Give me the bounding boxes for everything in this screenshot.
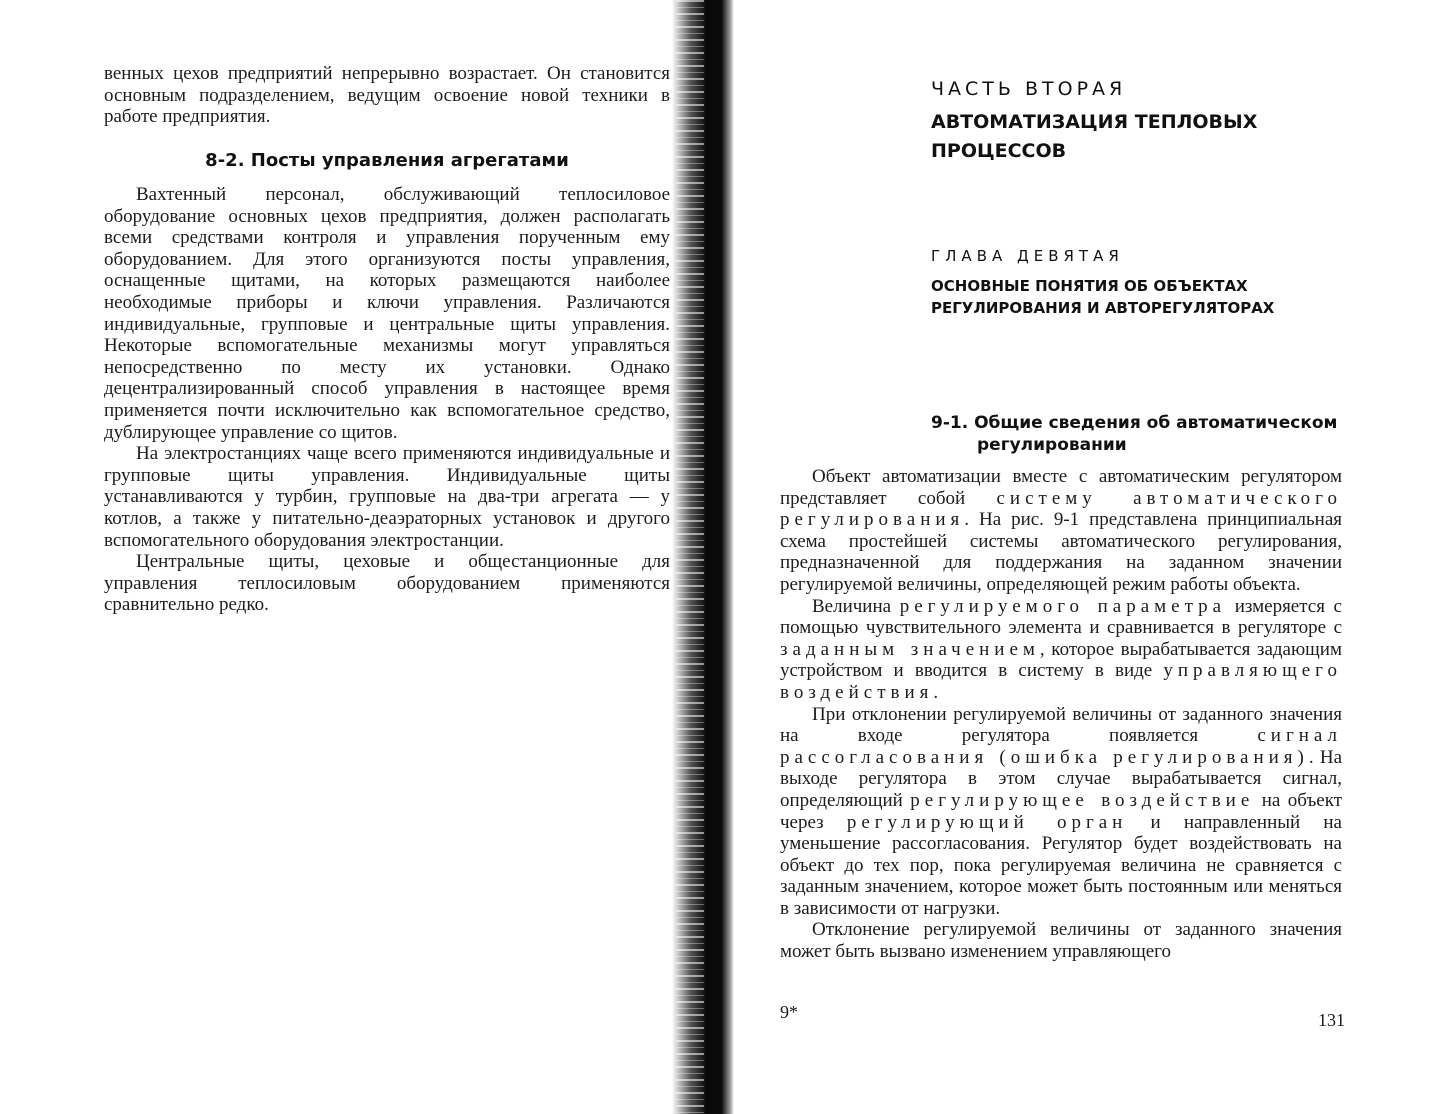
right-p2-spaced-term-2: заданным значением (780, 638, 1040, 660)
right-p2-text-a: Величина (812, 595, 900, 617)
section-title-line2: регулировании (977, 435, 1127, 455)
right-body-block (780, 466, 1342, 963)
chapter-title: ОСНОВНЫЕ ПОНЯТИЯ ОБ ОБЪЕКТАХ РЕГУЛИРОВАНИЯ И АВТОРЕГУЛЯТОРАХ (931, 277, 1275, 317)
right-p3-text-c: на объект через (780, 789, 1342, 833)
left-paragraph-3: Центральные щиты, цеховые и общестанционные для управления теплосиловым оборудованием применяются сравнительно редко. (104, 551, 670, 616)
right-p3-text-d: и направленный на уменьшение рассогласования. Регулятор будет воздействовать на объект до тех пор, пока регулируемая величина не сравняется с заданным значением, которое может быть постоянным или меняться в зависимости от нагрузки. (780, 811, 1342, 919)
right-p2-spaced-term-3: управляющего воздействия (780, 660, 1342, 703)
part-title: АВТОМАТИЗАЦИЯ ТЕПЛОВЫХ ПРОЦЕССОВ (931, 111, 1258, 162)
right-paragraph-2 (780, 596, 1342, 704)
part-label: ЧАСТЬ ВТОРАЯ (931, 78, 1127, 100)
right-p1-text-b: . На рис. 9-1 представлена принципиальная схема простейшей системы автоматического регулирования, предназначенной для поддержания на заданном значении регулируемой величины, определяющей режим работы объекта. (780, 509, 1342, 595)
section-title-9-1 (931, 412, 1351, 456)
left-top-paragraph-block (104, 63, 670, 128)
left-paragraph-1: Вахтенный персонал, обслуживающий теплосиловое оборудование основных цехов предприятия, должен располагать всеми средствами контроля и управления порученным ему оборудованием. Для этого организуются посты управления, оснащенные щитами, на которых размещаются наиболее необходимые приборы и ключи управления. Различаются индивидуальные, групповые и центральные щиты управления. Некоторые вспомогательные механизмы могут управляться непосредственно по месту их установки. Однако децентрализированный способ управления в настоящее время применяется почти исключительно как вспомогательное средство, дублирующее управление со щитов. (104, 184, 670, 443)
page-number: 131 (1318, 1010, 1345, 1030)
right-paragraph-4: Отклонение регулируемой величины от заданного значения может быть вызвано изменением управляющего (780, 919, 1342, 963)
left-top-paragraph: венных цехов предприятий непрерывно возрастает. Он становится основным подразделением, ведущим освоение новой техники в работе предприятия. (104, 63, 670, 128)
right-p2-text-d: . (933, 681, 939, 703)
section-title-line1: 9-1. Общие сведения об автоматическом (931, 413, 1338, 433)
right-paragraph-3 (780, 704, 1342, 920)
right-p2-spaced-term-1: регулируемого параметра (899, 595, 1227, 617)
right-p1-spaced-term: систему автоматического регулирования (780, 487, 1342, 531)
chapter-label: ГЛАВА ДЕВЯТАЯ (931, 247, 1124, 265)
right-p3-spaced-term-2: регулирующее воздействие (910, 789, 1255, 811)
right-p3-spaced-term-3: регулирующий орган (846, 811, 1128, 833)
right-p2-text-c: , которое вырабатывается задающим устройством и вводится в систему в виде (780, 638, 1342, 682)
right-paragraph-1 (780, 466, 1342, 596)
left-paragraph-2: На электростанциях чаще всего применяются индивидуальные и групповые щиты управления. Индивидуальные щиты устанавливаются у турбин, групповые на два-три агрегата — у котлов, а также у питательно-деаэраторных установок и другого вспомогательного оборудования электростанции. (104, 443, 670, 551)
section-heading-8-2: 8-2. Посты управления агрегатами (205, 150, 569, 171)
right-p3-spaced-term-1: сигнал рассогласования (ошибка регулирования) (780, 725, 1342, 768)
right-p1-text-a: Объект автоматизации вместе с автоматическим регулятором представляет собой (780, 466, 1342, 509)
left-body-block (104, 184, 670, 616)
right-p3-text-a: При отклонении регулируемой величины от заданного значения на входе регулятора появляется (780, 703, 1342, 747)
right-p3-text-b: . На выходе регулятора в этом случае вырабатывается сигнал, определяющий (780, 746, 1342, 811)
right-p2-text-b: измеряется с помощью чувствительного элемента и сравнивается в регуляторе с (780, 595, 1342, 639)
signature-mark: 9* (780, 1002, 798, 1022)
